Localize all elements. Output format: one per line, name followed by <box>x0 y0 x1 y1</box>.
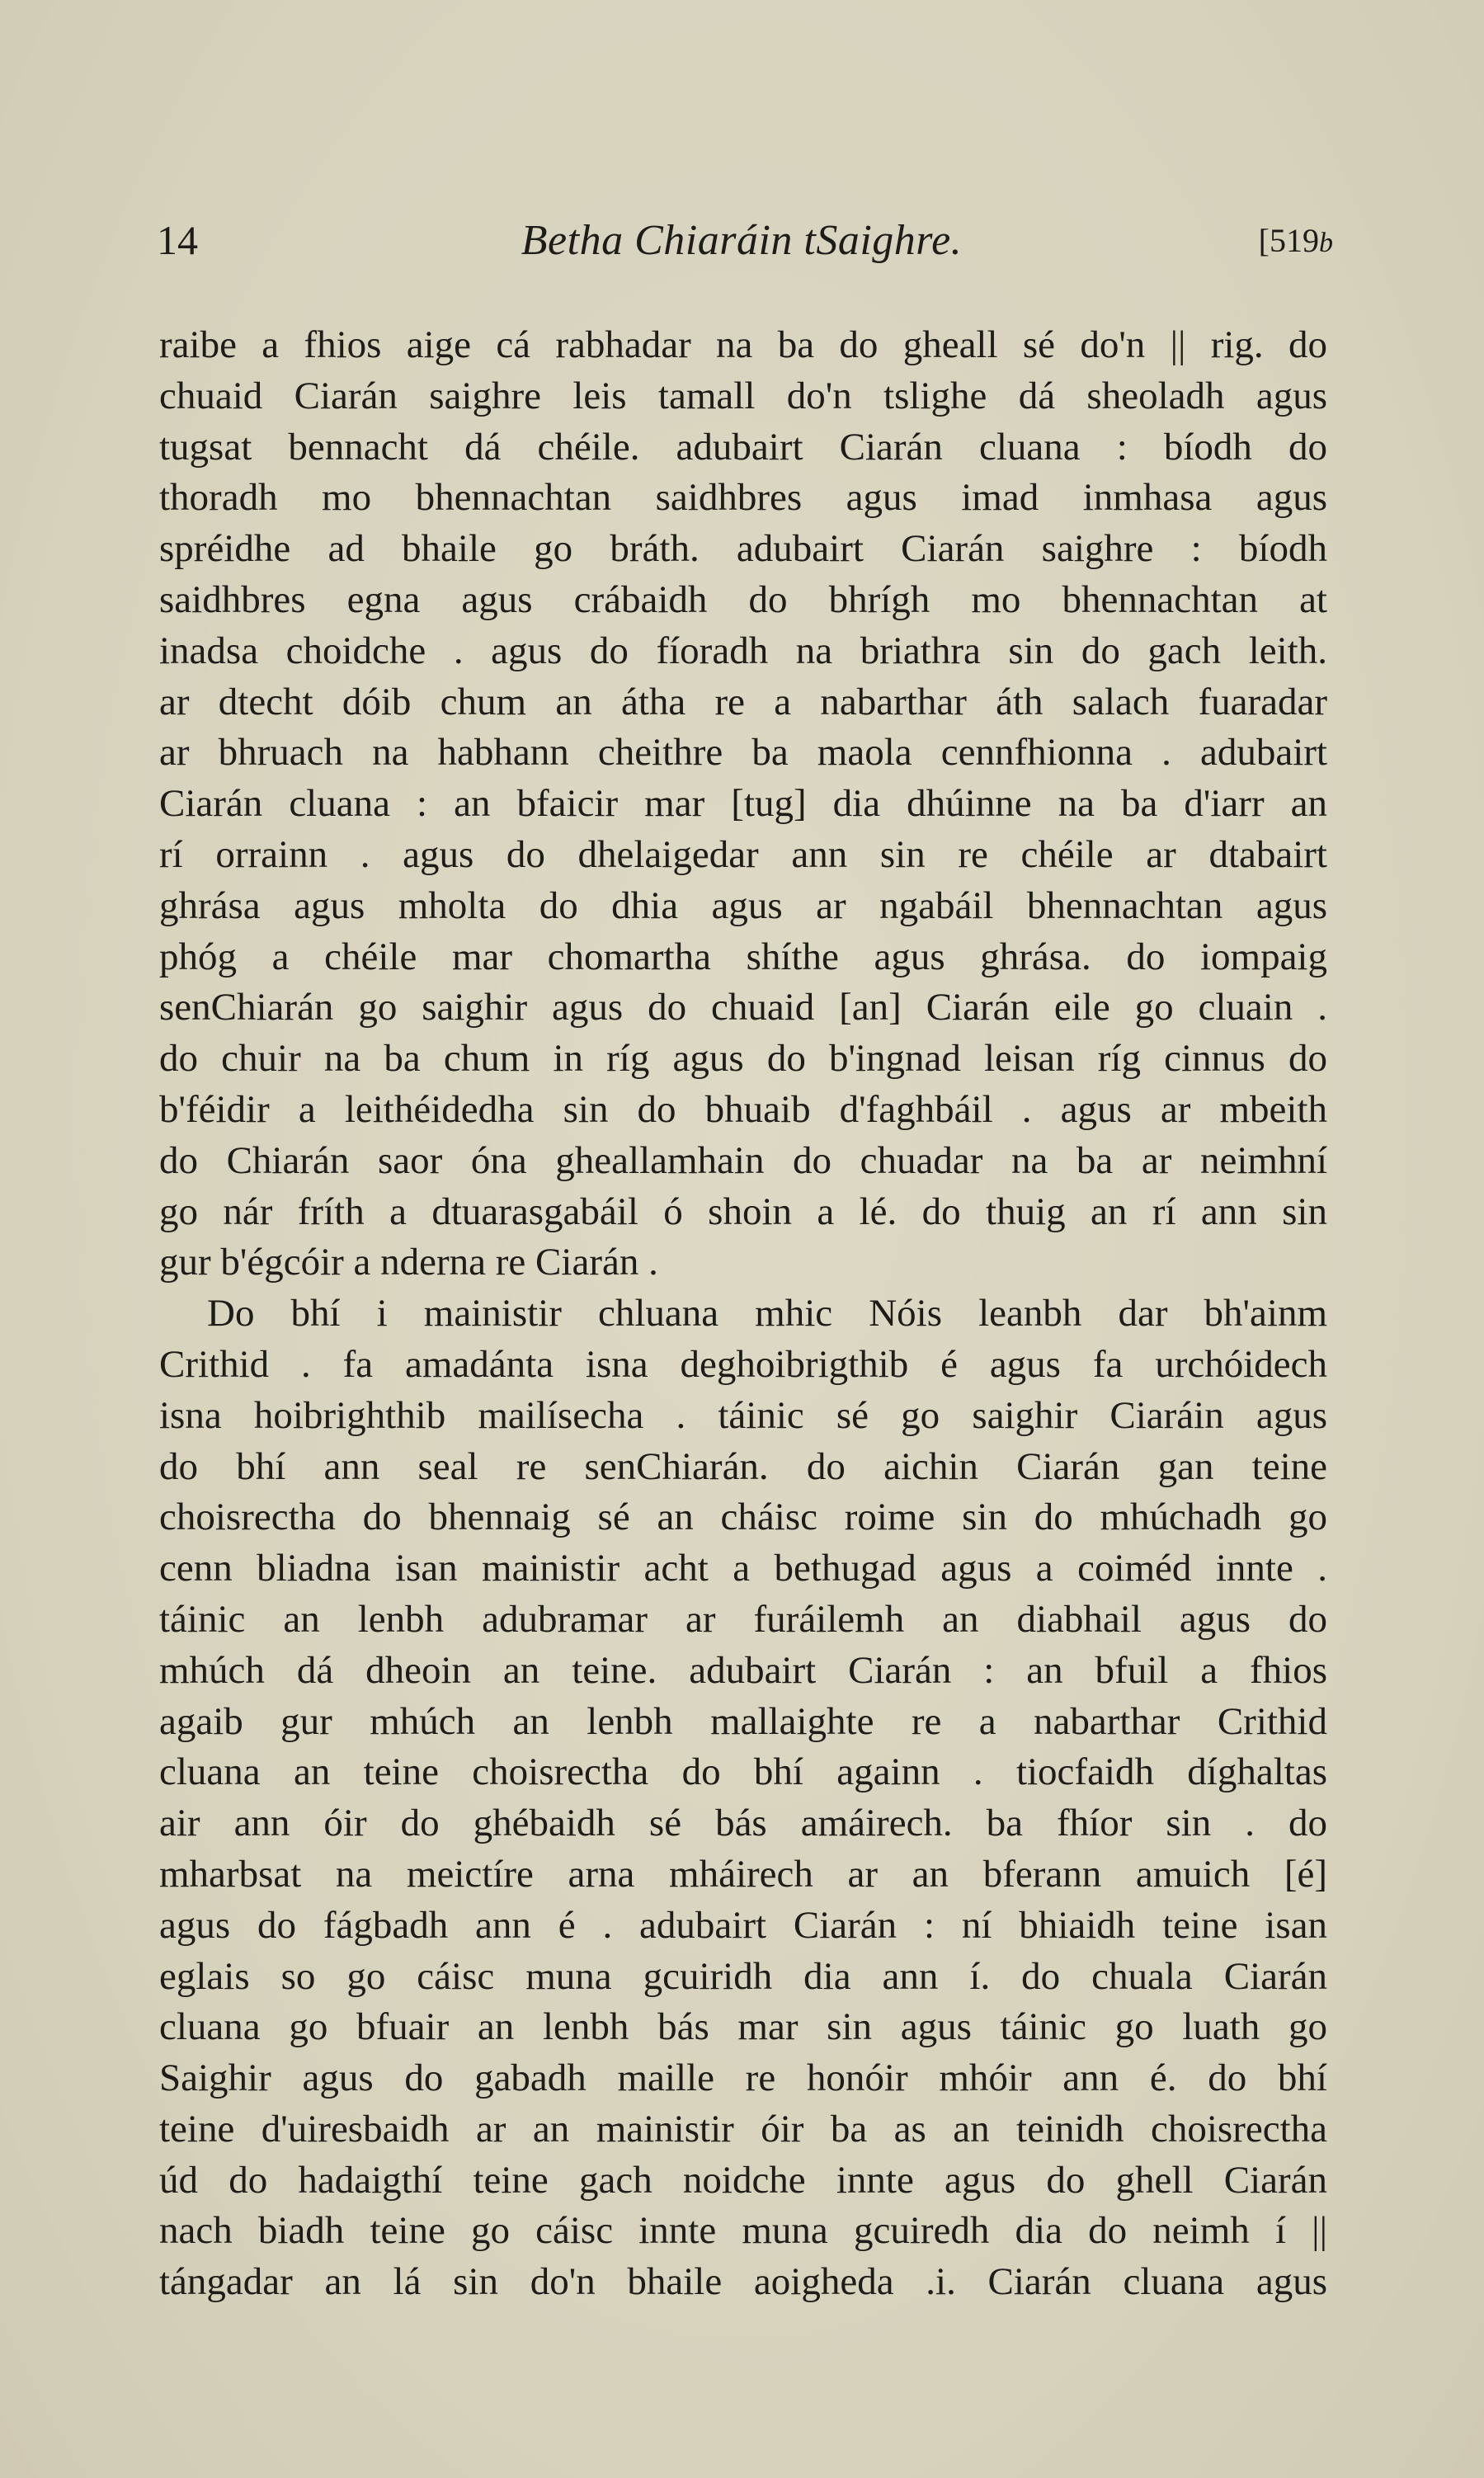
text-line: eglais so go cáisc muna gcuiridh dia ann í. do chuala Ciarán <box>159 1954 1327 1998</box>
text-line: b'féidir a leithéidedha sin do bhuaib d'faghbáil . agus ar mbeith <box>159 1087 1327 1131</box>
folio-number: [519 <box>1258 222 1319 259</box>
text-line: agus do fágbadh ann é . adubairt Ciarán : ní bhiaidh teine isan <box>159 1903 1327 1947</box>
text-line: ghrása agus mholta do dhia agus ar ngabáil bhennachtan agus <box>159 883 1327 927</box>
text-line: go nár fríth a dtuarasgabáil ó shoin a lé. do thuig an rí ann sin <box>159 1190 1327 1233</box>
text-line: phóg a chéile mar chomartha shíthe agus ghrása. do iompaig <box>159 935 1327 978</box>
text-line: do chuir na ba chum in ríg agus do b'ingnad leisan ríg cinnus do <box>159 1037 1327 1081</box>
text-line: Saighir agus do gabadh maille re honóir mhóir ann é. do bhí <box>159 2056 1327 2100</box>
text-line: tángadar an lá sin do'n bhaile aoigheda .i. Ciarán cluana agus <box>159 2260 1327 2304</box>
text-line: ar bhruach na habhann cheithre ba maola cennfhionna . adubairt <box>159 731 1327 775</box>
text-line: mhúch dá dheoin an teine. adubairt Ciarán : an bfuil a fhios <box>159 1648 1327 1692</box>
folio-side: b <box>1319 228 1333 258</box>
text-line: nach biadh teine go cáisc innte muna gcuiredh dia do neimh í || <box>159 2209 1327 2253</box>
running-title: Betha Chiaráin tSaighre. <box>521 217 963 264</box>
text-line: senChiarán go saighir agus do chuaid [an] Ciarán eile go cluain . <box>159 986 1327 1029</box>
text-line: táinic an lenbh adubramar ar furáilemh an diabhail agus do <box>159 1597 1327 1641</box>
text-line: cenn bliadna isan mainistir acht a bethugad agus a coiméd innte . <box>159 1547 1327 1590</box>
text-line: rí orrainn . agus do dhelaigedar ann sin re chéile ar dtabairt <box>159 832 1327 876</box>
text-line: tugsat bennacht dá chéile. adubairt Ciarán cluana : bíodh do <box>159 425 1327 469</box>
text-line: chuaid Ciarán saighre leis tamall do'n tslighe dá sheoladh agus <box>159 374 1327 417</box>
text-line: air ann óir do ghébaidh sé bás amáirech. ba fhíor sin . do <box>159 1802 1327 1845</box>
text-line: agaib gur mhúch an lenbh mallaighte re a nabarthar Crithid <box>159 1699 1327 1743</box>
text-line: isna hoibrighthib mailísecha . táinic sé go saighir Ciaráin agus <box>159 1393 1327 1437</box>
text-line: teine d'uiresbaidh ar an mainistir óir ba as an teinidh choisrectha <box>159 2107 1327 2151</box>
text-line: spréidhe ad bhaile go bráth. adubairt Ciarán saighre : bíodh <box>159 527 1327 571</box>
text-line: inadsa choidche . agus do fíoradh na briathra sin do gach leith. <box>159 629 1327 672</box>
text-line: úd do hadaigthí teine gach noidche innte agus do ghell Ciarán <box>159 2158 1327 2202</box>
paragraph <box>159 320 1327 1288</box>
manuscript-folio-reference <box>1259 221 1333 260</box>
text-line: choisrectha do bhennaig sé an cháisc roime sin do mhúchadh go <box>159 1496 1327 1539</box>
text-line: do bhí ann seal re senChiarán. do aichin Ciarán gan teine <box>159 1444 1327 1488</box>
paragraph <box>159 1288 1327 2308</box>
page-header <box>157 216 1333 282</box>
text-line: Crithid . fa amadánta isna deghoibrigthib é agus fa urchóidech <box>159 1342 1327 1386</box>
text-line: gur b'égcóir a nderna re Ciarán . <box>159 1241 658 1284</box>
text-line: cluana go bfuair an lenbh bás mar sin agus táinic go luath go <box>159 2005 1327 2049</box>
text-line: thoradh mo bhennachtan saidhbres agus imad inmhasa agus <box>159 476 1327 520</box>
text-line: ar dtecht dóib chum an átha re a nabarthar áth salach fuaradar <box>159 680 1327 723</box>
text-line: do Chiarán saor óna gheallamhain do chuadar na ba ar neimhní <box>159 1138 1327 1182</box>
page-number: 14 <box>157 217 198 263</box>
text-line: raibe a fhios aige cá rabhadar na ba do gheall sé do'n || rig. do <box>159 323 1327 366</box>
body-text <box>159 320 1327 2308</box>
text-line: Ciarán cluana : an bfaicir mar [tug] dia dhúinne na ba d'iarr an <box>159 782 1327 826</box>
text-line: Do bhí i mainistir chluana mhic Nóis leanbh dar bh'ainm <box>207 1292 1327 1336</box>
text-line: saidhbres egna agus crábaidh do bhrígh mo bhennachtan at <box>159 577 1327 621</box>
text-line: mharbsat na meictíre arna mháirech ar an bferann amuich [é] <box>159 1852 1327 1896</box>
text-line: cluana an teine choisrectha do bhí againn . tiocfaidh díghaltas <box>159 1750 1327 1794</box>
